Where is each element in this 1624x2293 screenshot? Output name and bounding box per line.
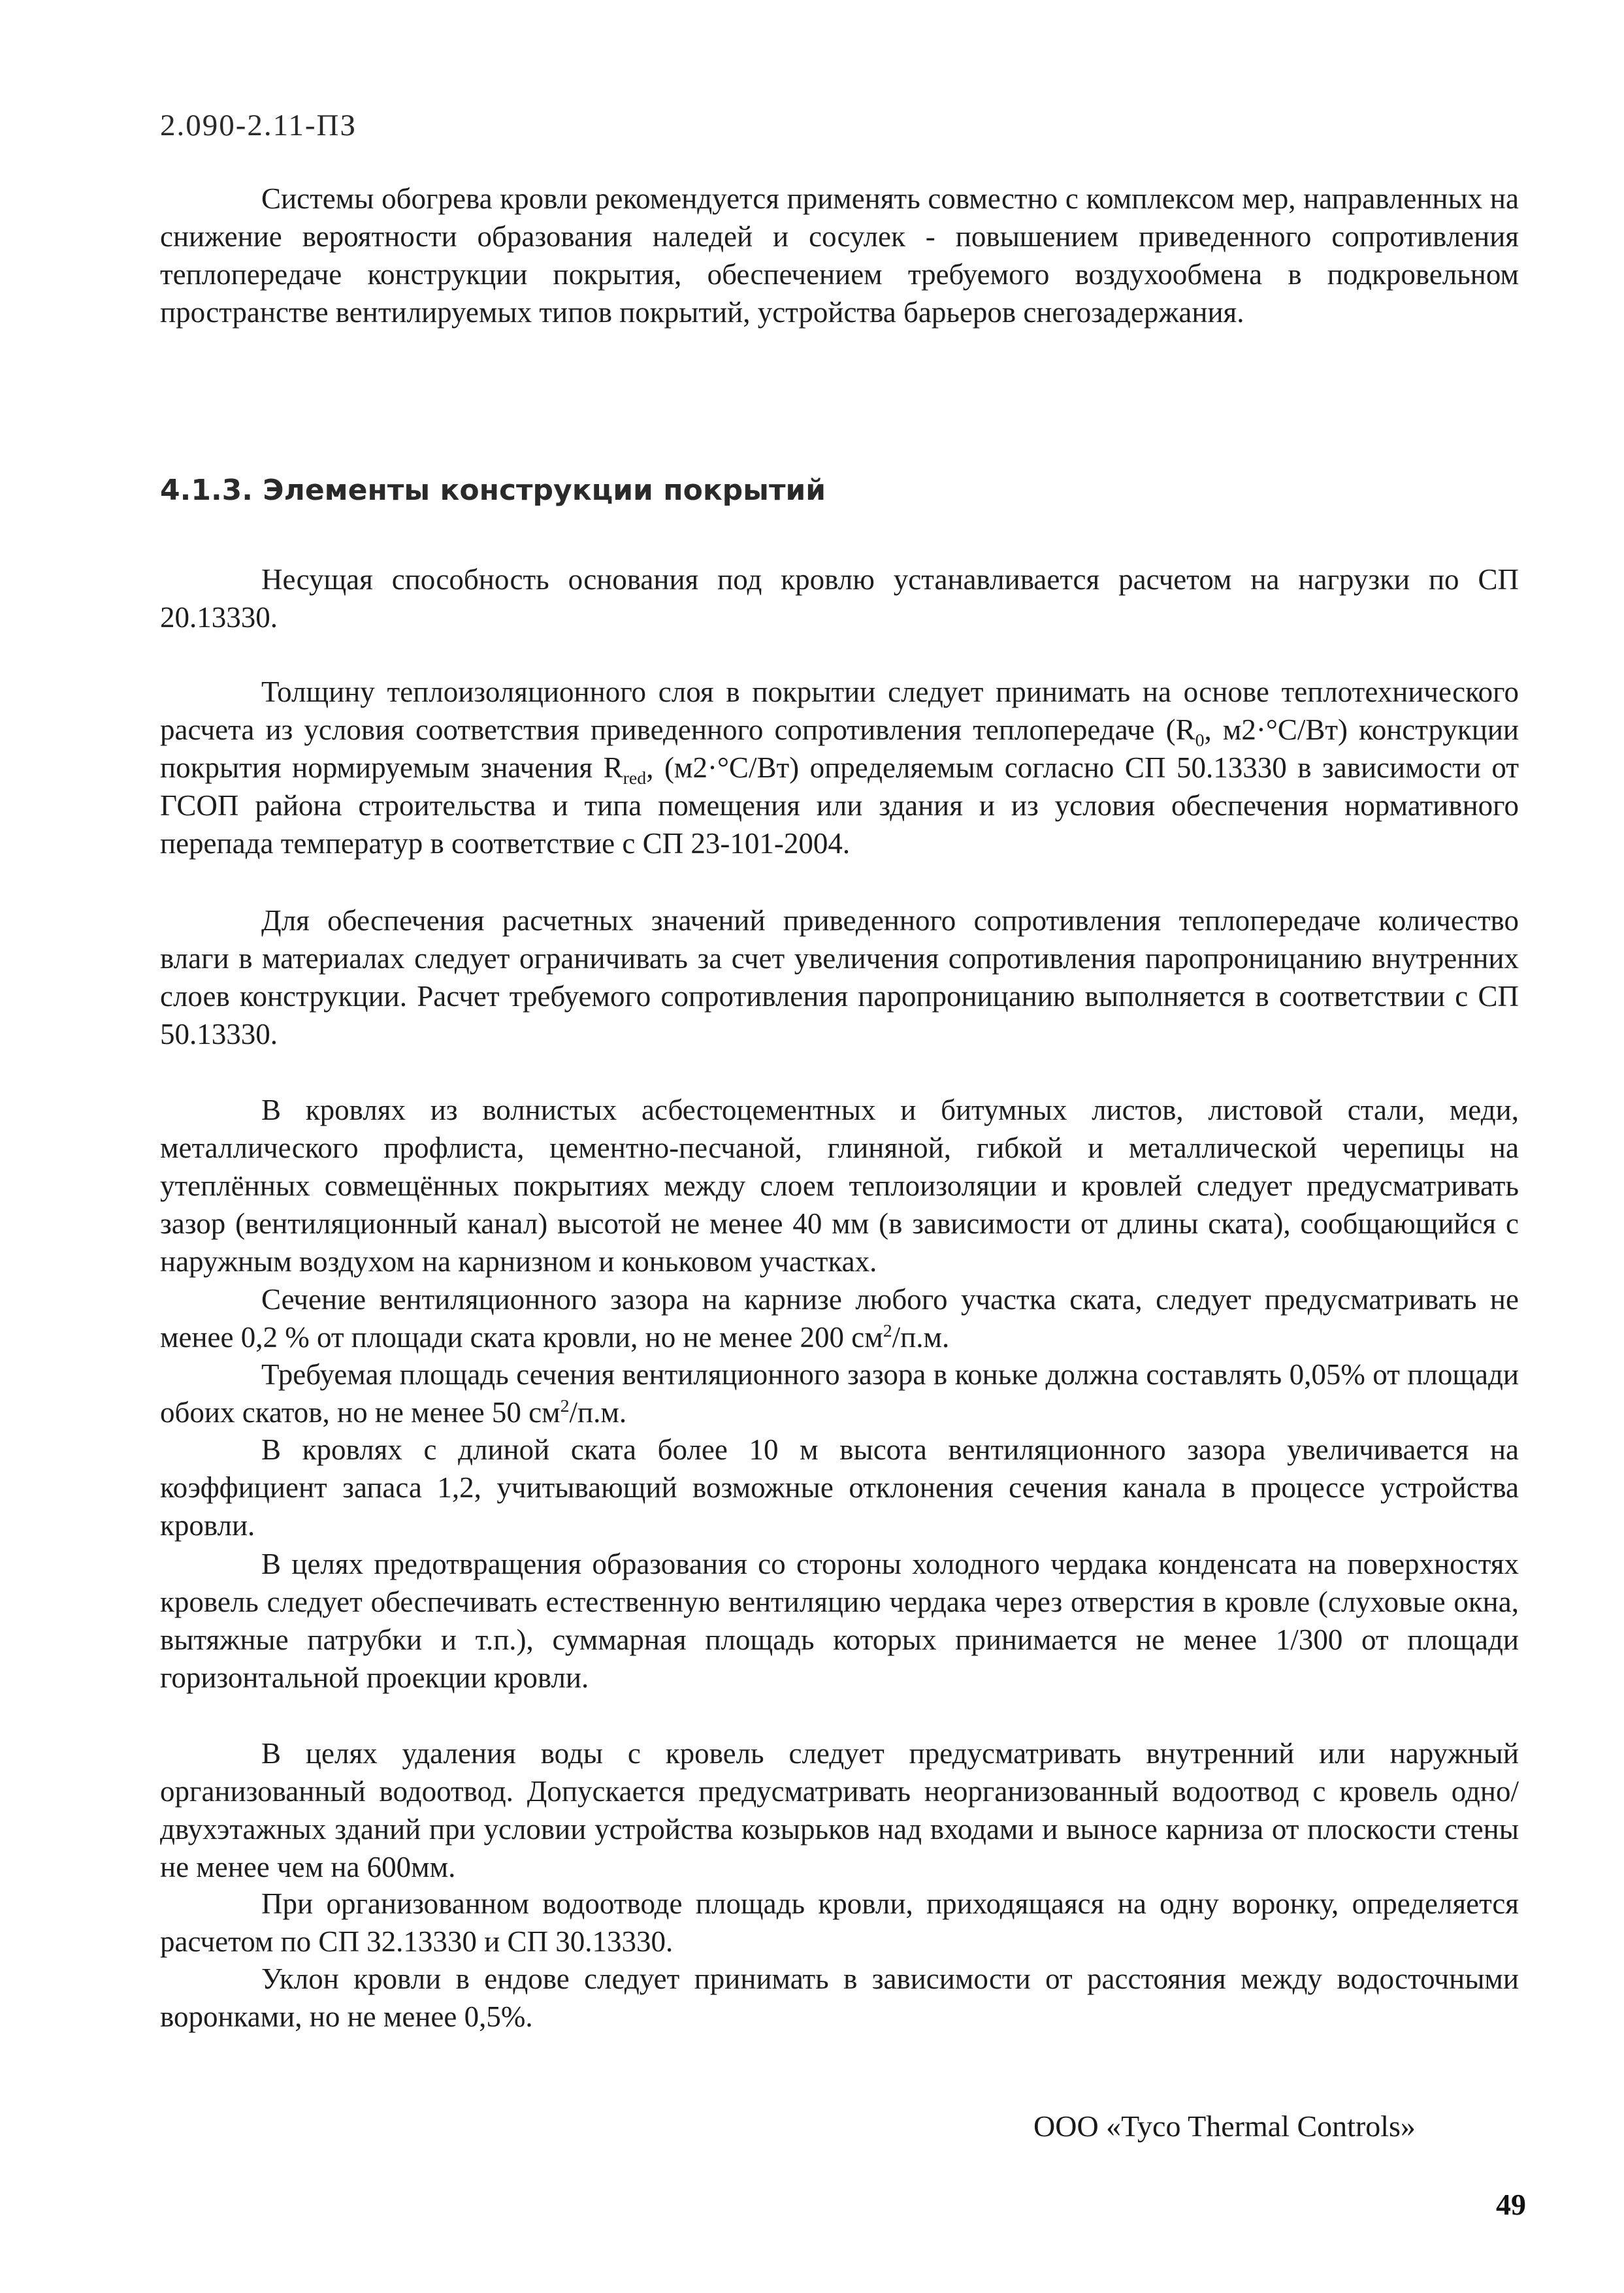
section-heading: 4.1.3. Элементы конструкции покрытий <box>160 474 826 507</box>
subscript: 0 <box>1195 730 1205 751</box>
text: Сечение вентиляционного зазора на карнизе любого участка ската, следует предусматривать не менее 0,2 % от площади ската кровли, но не менее 200 см <box>160 1283 1519 1354</box>
paragraph-bearing-capacity: Несущая способность основания под кровлю устанавливается расчетом на нагрузки по СП 20.13330. <box>160 563 1519 634</box>
text: , м2·°С/Вт) конструкции покрытия нормируемым значения R <box>160 713 1519 784</box>
paragraph-long-slope: В кровлях с длиной ската более 10 м высота вентиляционного зазора увеличивается на коэффициент запаса 1,2, учитывающий возможные отклонения сечения канала в процессе устройства кровли. <box>160 1433 1519 1542</box>
paragraph-moisture: Для обеспечения расчетных значений приведенного сопротивления теплопередаче количество влаги в материалах следует ограничивать за счет увеличения сопротивления паропроницанию внутренних слоев конструкции. Расчет требуемого сопротивления паропроницанию выполняется в соответствии с СП 50.13330. <box>160 904 1519 1050</box>
text: Толщину теплоизоляционного слоя в покрытии следует принимать на основе теплотехнического расчета из условия соответствия приведенного сопротивления теплопередаче (R <box>160 675 1519 746</box>
subscript: red <box>623 768 647 789</box>
document-code: 2.090-2.11-ПЗ <box>160 108 357 142</box>
paragraph-ridge-section <box>160 1356 1519 1431</box>
paragraph-drainage: В целях удаления воды с кровель следует предусматривать внутренний или наружный организованный водоотвод. Допускается предусматривать неорганизованный водоотвод с кровель одно/двухэтажных зданий при условии устройства козырьков над входами и выносе карниза от плоскости стены не менее чем на 600мм. <box>160 1737 1519 1883</box>
superscript: 2 <box>560 1396 570 1416</box>
paragraph-attic-ventilation: В целях предотвращения образования со стороны холодного чердака конденсата на поверхностях кровель следует обеспечивать естественную вентиляцию чердака через отверстия в кровле (слуховые окна, вытяжные патрубки и т.п.), суммарная площадь которых принимается не менее 1/300 от площади горизонтальной проекции кровли. <box>160 1548 1519 1694</box>
paragraph-funnel-area: При организованном водоотводе площадь кровли, приходящаяся на одну воронку, определяется расчетом по СП 32.13330 и СП 30.13330. <box>160 1887 1519 1958</box>
text: /п.м. <box>892 1321 950 1354</box>
text: Требуемая площадь сечения вентиляционного зазора в коньке должна составлять 0,05% от площади обоих скатов, но не менее 50 см <box>160 1358 1519 1429</box>
paragraph-valley-slope: Уклон кровли в ендове следует принимать в зависимости от расстояния между водосточными воронками, но не менее 0,5%. <box>160 1962 1519 2033</box>
text: , (м2·°С/Вт) определяемым согласно СП 50.13330 в зависимости от ГСОП района строительства и типа помещения или здания и из условия обеспечения нормативного перепада температур в соответствие с СП 23-101-2004. <box>160 751 1519 860</box>
superscript: 2 <box>883 1321 892 1341</box>
footer-organization: ООО «Tyco Thermal Controls» <box>1033 2109 1416 2143</box>
page-number: 49 <box>1496 2188 1526 2221</box>
paragraph-insulation-thickness <box>160 673 1519 862</box>
paragraph-roof-heating: Системы обогрева кровли рекомендуется применять совместно с комплексом мер, направленных на снижение вероятности образования наледей и сосулек - повышением приведенного сопротивления теплопередаче конструкции покрытия, обеспечением требуемого воздухообмена в подкровельном пространстве вентилируемых типов покрытий, устройства барьеров снегозадержания. <box>160 182 1519 329</box>
paragraph-eaves-section <box>160 1280 1519 1356</box>
text: /п.м. <box>569 1396 627 1429</box>
paragraph-ventilation-gap: В кровлях из волнистых асбестоцементных и битумных листов, листовой стали, меди, металлического профлиста, цементно-песчаной, глиняной, гибкой и металлической черепицы на утеплённых совмещённых покрытиях между слоем теплоизоляции и кровлей следует предусматривать зазор (вентиляционный канал) высотой не менее 40 мм (в зависимости от длины ската), сообщающийся с наружным воздухом на карнизном и коньковом участках. <box>160 1094 1519 1278</box>
